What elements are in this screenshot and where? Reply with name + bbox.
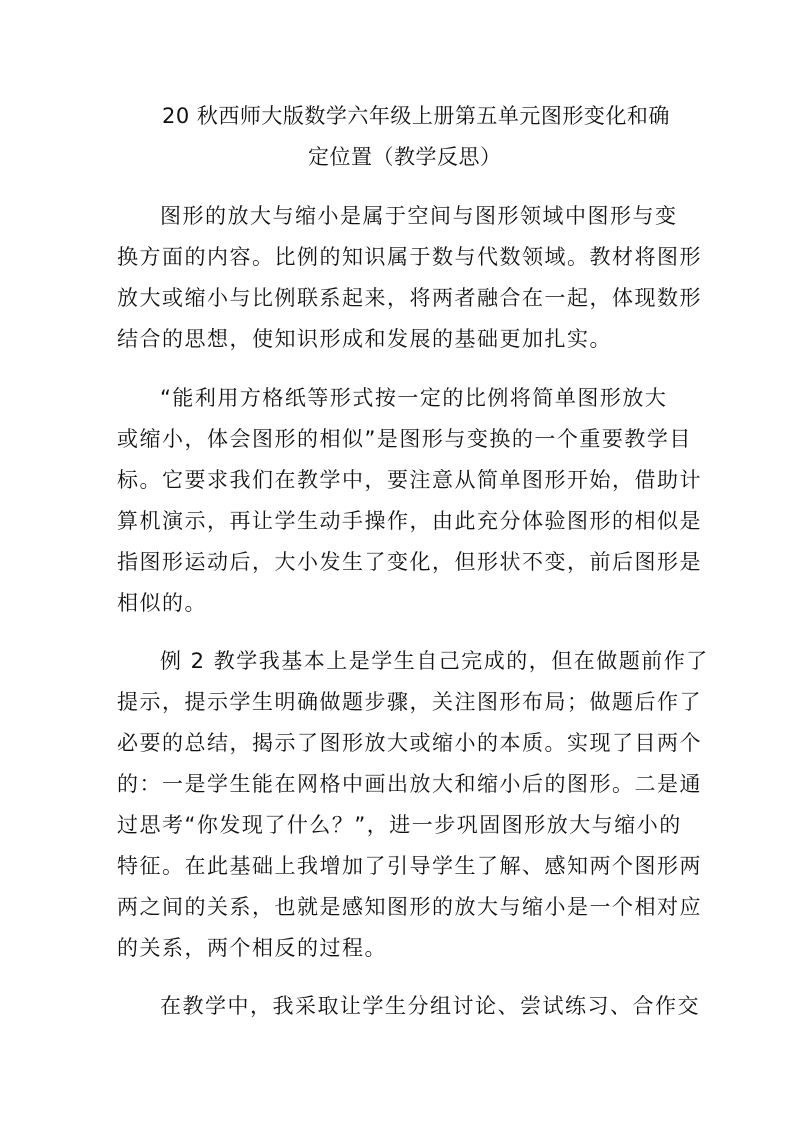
paragraph-3-line-1: 例 2 教学我基本上是学生自己完成的，但在做题前作了 [160,649,709,673]
paragraph-2-line-4: 算机演示，再让学生动手操作，由此充分体验图形的相似是 [117,509,702,533]
paragraph-1-line-1: 图形的放大与缩小是属于空间与图形领域中图形与变 [160,204,678,228]
paragraph-3-line-4: 的：一是学生能在网格中画出放大和缩小后的图形。二是通 [117,772,702,796]
paragraph-4-line-1: 在教学中，我采取让学生分组讨论、尝试练习、合作交 [160,994,700,1018]
paragraph-3-line-2: 提示，提示学生明确做题步骤，关注图形布局；做题后作了 [117,690,702,714]
paragraph-3-line-6: 特征。在此基础上我增加了引导学生了解、感知两个图形两 [117,854,702,878]
paragraph-2-line-3: 标。它要求我们在教学中，要注意从简单图形开始，借助计 [117,468,702,492]
paragraph-1-line-2: 换方面的内容。比例的知识属于数与代数领域。教材将图形 [117,245,702,269]
document-title-line-2: 定位置（教学反思） [308,145,502,169]
paragraph-1-line-4: 结合的思想，使知识形成和发展的基础更加扎实。 [117,327,612,351]
paragraph-3-line-8: 的关系，两个相反的过程。 [117,936,387,960]
paragraph-2-line-5: 指图形运动后，大小发生了变化，但形状不变，前后图形是 [117,550,702,574]
paragraph-3-line-5: 过思考“你发现了什么？”，进一步巩固图形放大与缩小的 [117,813,682,837]
paragraph-1-line-3: 放大或缩小与比例联系起来，将两者融合在一起，体现数形 [117,286,702,310]
paragraph-2-line-1: “能利用方格纸等形式按一定的比例将简单图形放大 [160,386,668,410]
document-title-line-1: 20 秋西师大版数学六年级上册第五单元图形变化和确 [162,104,670,128]
paragraph-3-line-3: 必要的总结，揭示了图形放大或缩小的本质。实现了目两个 [117,731,702,755]
paragraph-2-line-2: 或缩小，体会图形的相似”是图形与变换的一个重要教学目 [117,427,692,451]
paragraph-3-line-7: 两之间的关系，也就是感知图形的放大与缩小是一个相对应 [117,895,702,919]
paragraph-2-line-6: 相似的。 [117,591,207,615]
